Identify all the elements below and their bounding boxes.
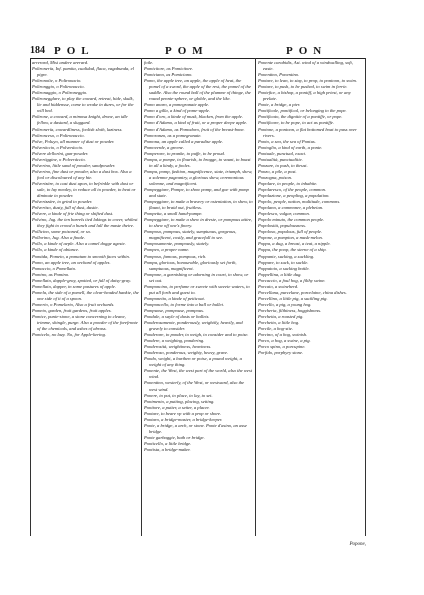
dictionary-entry: Popolano, a commoner, a plebeian.: [258, 205, 324, 211]
dictionary-entry: Ponente carabidis, Ast. wind of a windwalling, soft, easie.: [258, 60, 353, 72]
column-rule: [30, 58, 31, 536]
dictionary-entry: Ponzare, to push, to thrust.: [258, 162, 308, 168]
dictionary-entry: Pompeggiare, Pompe, to show pomp, and goe with pomp and state.: [144, 186, 249, 199]
dictionary-entry: Polveráccio, o Polveráccio.: [32, 144, 84, 150]
column-rule: [141, 58, 142, 536]
dictionary-entry: Polveróggine, o Polveráccio.: [32, 156, 86, 162]
dictionary-entry: Ponte, a bridge, a pier.: [258, 102, 301, 108]
dictionary-entry: Pontone, a pontoon, a flat bottomed boat to pass over rivers.: [258, 126, 357, 138]
dictionary-entry: Pomposo, pompous, stately, sumptuous, gorgeous, magnificent, costly, and gracefull to see.: [144, 229, 237, 241]
dictionary-entry: Poltronería, cowardliness, foolish sloth, laziness.: [32, 126, 123, 132]
dictionary-entry: Pomino, as Pomino.: [32, 271, 70, 277]
dictionary-entry: Pondo, weight, a burthen or poise, a pound weight, a weight of any thing.: [144, 356, 242, 368]
dictionary-entry: Pomela, the side of a pomell, the clear-headed hankie, the one side of it of a spoon.: [32, 289, 139, 301]
dictionary-entry: Pomellato, dapple-gray, spotted, or full of daisy-gray.: [32, 277, 132, 283]
dictionary-entry: Pontaro, a bridge-master, a bridge-keeper.: [144, 416, 223, 422]
dictionary-entry: Pollorino, Jug. Also a finale.: [32, 235, 86, 241]
dictionary-entry: Ponte garbaggie, bath or bridge.: [144, 434, 205, 440]
dictionary-entry: Ponimento, a putting, placing, setting.: [144, 398, 215, 404]
dictionary-entry: Poppare, to suck, to suckle.: [258, 259, 309, 265]
dictionary-entry: Pollicino, some poisoned, or so.: [32, 229, 92, 235]
dictionary-entry: Popolare, to people, to inhabite.: [258, 180, 318, 186]
dictionary-entry: Poppa, a dug, a breast, a teat, a nipple.: [258, 241, 331, 247]
dictionary-entry: Poltronggio, o Poltronaccio.: [32, 84, 85, 90]
dictionary-entry: Pompeggiare, to make a bravery or ostentation, to shew, to flaunt, to braid out, fruitless.: [144, 199, 253, 211]
dictionary-entry: Porcello, a pig, a young hog.: [258, 301, 312, 307]
dictionary-entry: Pontare, to lean, to stay, to prop, to pontoon, to swim.: [258, 78, 357, 84]
dictionary-entry: Pomponetto, a kinde of petticoat.: [144, 295, 205, 301]
dictionary-entry: Polvere, a kinde of frie thing or shifted dust.: [32, 211, 114, 217]
dictionary-entry: Porcino, of a hog, swinish.: [258, 332, 308, 338]
dictionary-entry: Poltronería, Inf. pamita, cualidad, flaca, vagabunda, el pigre.: [32, 66, 134, 78]
dictionary-entry: Popolaresco, of the people, common.: [258, 186, 327, 192]
dictionary-entry: Pomona, an apple called a paradise apple.: [144, 138, 224, 144]
dictionary-entry: Porcile, a hog-stie.: [258, 326, 294, 332]
dictionary-entry: Porcaccio, a foul hog, a filthy swine.: [258, 277, 326, 283]
dictionary-entry: Ponderare, to ponder, to weigh, to consider and to poise.: [144, 332, 249, 338]
dictionary-entry: Poppante, sucking, a suckling.: [258, 253, 315, 259]
dictionary-entry: Pomaccio, o Pomellato.: [32, 265, 77, 271]
column-rule: [365, 58, 366, 536]
dictionary-entry: Pompetta, a small hand-pumpe.: [144, 211, 203, 217]
dictionary-entry: Porcheria, filthiness, hoggishness.: [258, 307, 322, 313]
dictionary-entry: Ponente, the West, the west part of the world, also the west wind.: [144, 368, 253, 380]
dictionary-entry: Pompone, a garnishing or adorning in court, to show, or set out.: [144, 271, 249, 283]
catchword: Popone,: [349, 542, 366, 547]
dictionary-entry: Ponte, a bridge, a arch, or stone. Ponte d'asino, an asse bridge.: [144, 422, 248, 434]
dictionary-entry: Pondere, a weighing, pondering.: [144, 338, 205, 344]
dictionary-entry: Pomerio, o Pomelario, Also a fruit orchards.: [32, 301, 115, 307]
dictionary-entry: Pontificale, pontifical, or belonging to the pope.: [258, 108, 347, 114]
dictionary-entry: Polverizzáre, to grind to powder.: [32, 199, 93, 205]
dictionary-entry: arrerard, Misi andere arerard.: [32, 60, 89, 65]
dictionary-entry: Polveróso, dusty, full of dust, dustie.: [32, 205, 99, 211]
header-rule: [30, 58, 366, 59]
dictionary-entry: Pontificato, the dignitie of a pontiffe, or pope.: [258, 114, 343, 120]
page-number: 184: [30, 45, 45, 56]
dictionary-entry: Porchetta, a roasted pig.: [258, 313, 304, 319]
dictionary-entry: Ponto, a sea, the sea of Pontus.: [258, 138, 316, 144]
dictionary-entry: Poppatoio, a sucking bottle.: [258, 265, 310, 271]
dictionary-entry: Popolesco, vulgar, common.: [258, 211, 310, 217]
dictionary-entry: Popolazione, a peopling, a population.: [258, 193, 330, 199]
dictionary-entry: Poppellina, a little dug.: [258, 271, 302, 277]
dictionary-entry: Pomice, punie-stone, a stone concerning to cleane, trimme, shingle, purge. Also a powder of the forefronte of the chemicals, and ashes of abrass.: [32, 313, 138, 332]
dictionary-entry: Popolo minuto, the common people.: [258, 217, 325, 223]
dictionary-entry: Polverino, fine dust or powder, also a dust box. Also a fool or discoloured of any hie.: [32, 168, 132, 180]
dictionary-entry: Porco spino, a porcupine.: [258, 344, 306, 350]
dictionary-entry: Pontare, to beare vp with a prop or shore.: [144, 410, 222, 416]
dictionary-entry: Pomperare, to pranke, to puffe, to be proud.: [144, 150, 225, 156]
dictionary-entry: Pomo a gilla, a kind of pome-apple.: [144, 108, 211, 114]
dictionary-entry: Popoloso, populous, full of people.: [258, 229, 323, 235]
dictionary-entry: Pomellato, dapper, in some pastures of apple.: [32, 283, 116, 289]
dictionary-entry: Polve, Poluyo, all manner of dust or powder.: [32, 138, 115, 144]
headword-middle: POM: [165, 45, 209, 57]
dictionary-entry: Porcellino, a little pig, a suckling pig.: [258, 295, 328, 301]
dictionary-entry: Pomo anaro, a pomegranate apple.: [144, 102, 210, 108]
dictionary-entry: Pompeggiare, to make a shew in dreste, or pompous attire, to shew off one's finery.: [144, 217, 253, 229]
column-right: [258, 60, 363, 534]
dictionary-entry: Ponderoso, ponderous, weighty, heavy, grave.: [144, 350, 229, 356]
dictionary-entry: Pomo, an apple tree, an orchard of apples.: [32, 259, 111, 265]
dictionary-entry: Polverizáre, to cast dust upon, to befrinkle with dust or sale, to lay mealey, to reduce all to powder, to beat or diminute to powder.: [32, 180, 136, 199]
dictionary-entry: Poltronegglare, to play the coward, retreat, hide, skulk, lie and hiddensse, come to wrake in dures, or for the will bed.: [32, 96, 134, 114]
dictionary-entry: Pomo d'Adamo, a kind of fruit, or a proper deepe apple.: [144, 120, 248, 126]
column-middle: [144, 60, 253, 534]
dictionary-entry: Pontista, a bridge-maker.: [144, 447, 191, 452]
dictionary-entry: Pontare, to push, to be pushed, to swim in ferrie.: [258, 84, 348, 90]
dictionary-entry: Pondale, a sayle of dusts or ballets.: [144, 313, 210, 319]
column-left: [32, 60, 139, 534]
dictionary-entry: Ponticello, a little bridge.: [144, 440, 192, 446]
dictionary-entry: Pomposo, famous, pompous, rich.: [144, 253, 207, 259]
dictionary-entry: Ponzo, a pile, a post.: [258, 168, 297, 174]
dictionary-entry: Polvere delloríni, gun-powder.: [32, 150, 89, 156]
dictionary-entry: Popone, a pompion, a musk-melon.: [258, 235, 323, 241]
dictionary-entry: Poppa, the poop, the sterne of a ship.: [258, 247, 327, 253]
dictionary-entry: Pontoglio, a kind of earth, a ponte.: [258, 144, 323, 150]
dictionary-entry: Porfido, porphyry stone.: [258, 350, 304, 356]
dictionary-entry: Pollo, a kinde of abiance.: [32, 247, 80, 253]
dictionary-entry: Poltronceso, o Poltronaccio.: [32, 132, 85, 138]
dictionary-entry: Pomáda, Pometo, a pomatum to smooth faces within.: [32, 253, 130, 259]
headword-left: POL: [54, 45, 95, 57]
dictionary-entry: Pompa, pomp, fashion, magnificence, state, triumph, shew, a solemne pageantry, a glorious shew, ceremonious solemne, and magnificent.: [144, 168, 253, 186]
dictionary-entry: Pontualità, punctualitie.: [258, 156, 303, 162]
dictionary-entry: Pomo d'oro, a kinde of musk, blacken, from the apple.: [144, 114, 244, 120]
dictionary-entry: Ponzogna, poison.: [258, 174, 293, 180]
dictionary-entry: Pomoranzo, as a pomegranate.: [144, 132, 202, 138]
dictionary-entry: Poltrone, a coward, a mimosa knight, drone, an idle fellow, a dastard, a sluggard.: [32, 114, 128, 126]
dictionary-entry: foile.: [144, 60, 154, 65]
dictionary-entry: Pomo d'Adamo, as Pomodoro, fruit of the breast-bone.: [144, 126, 245, 132]
dictionary-entry: Polverino, little sand of powder, sandpowder.: [32, 162, 116, 168]
dictionary-entry: Ponitore, a putter, a setter, a placer.: [144, 404, 210, 410]
page-sheet: [30, 44, 366, 550]
dictionary-entry: Porchetto, a little hog.: [258, 320, 300, 326]
dictionary-entry: Ponderosamente, ponderously, weightily, heavily, and gravely to consider.: [144, 320, 243, 332]
column-rule: [255, 58, 256, 536]
dictionary-entry: Poltronoíte, o Poltronacio.: [32, 78, 82, 84]
dictionary-entry: Pomicelo, no lazy. No, for Apple-kering.: [32, 332, 107, 338]
dictionary-entry: Pompeo, a proper name.: [144, 247, 190, 253]
headword-right: PON: [286, 45, 328, 57]
dictionary-entry: Pompa, glorious, honourable, gloriously set forth, sumptuous, magnificent.: [144, 259, 237, 271]
dictionary-entry: Ponere, to put, to place, to lay, to set.: [144, 392, 213, 398]
dictionary-entry: Popolo, people, nation, multitude, commons.: [258, 199, 341, 205]
running-header: [30, 44, 366, 58]
dictionary-entry: Ponentino, Ponentino.: [258, 72, 300, 78]
dictionary-entry: Porcaio, a swineherd.: [258, 283, 299, 289]
dictionary-entry: Polvino, Jug. the ten barrels tied lakings to cover, whilest they fight to crowd a hunch and lall the maste theire.: [32, 217, 138, 229]
dictionary-entry: Poltronaggio, o Poltroneggio.: [32, 90, 88, 96]
dictionary-entry: Pomposamente, pompously, stately.: [144, 241, 210, 247]
dictionary-entry: Pomo, the apple tree, an apple, the apple of heat, the pomel of a sword, the apple of the rest, the pomel of the saddle. Also the round ball of the plumme of thinge, the round pennie-sphere, or globle, and the like.: [144, 78, 251, 102]
dictionary-entry: Ponentino, westerly, of the West, or westward, also the west wind.: [144, 380, 245, 392]
dictionary-entry: Pontefice, a bishop, a pontiff, a high priest, or any prelate.: [258, 90, 351, 102]
dictionary-entry: Pontificare, to be pope, to act as pontiffe.: [258, 120, 335, 126]
dictionary-entry: Porco, a hog, a swine, a pig.: [258, 338, 311, 344]
dictionary-entry: Pompa, a pompe, to flourish, to bragge, to vaunt, to boast in all a kindy, a fooles.: [144, 156, 251, 168]
dictionary-entry: Pontuale, punctual, exact.: [258, 150, 307, 156]
dictionary-entry: Pomiciano, as Pomiciano.: [144, 72, 193, 78]
dictionary-entry: Pompuose, pompouse, pompous.: [144, 307, 205, 313]
dictionary-entry: Pomponcello, to forme into a ball or bullet.: [144, 301, 225, 307]
dictionary-entry: Pomponcino, to perfume or sweete with sweete waters, to put all forth and guest to.: [144, 283, 250, 295]
dictionary-entry: Pollo, a kinde of aeple. Also a camel dogge ageste.: [32, 241, 126, 247]
dictionary-entry: Pomoverde, a greene.: [144, 144, 184, 150]
dictionary-entry: Popolosità, populousness.: [258, 223, 307, 229]
dictionary-entry: Porcellana, purcelane, porcelaine, china dishes.: [258, 289, 347, 295]
dictionary-entry: Pometo, garden, fruit gardens, fruit apples.: [32, 307, 112, 313]
dictionary-entry: Ponderosità, weightiness, heaviness.: [144, 344, 212, 350]
dictionary-entry: Pomicitore, as Pomicitore.: [144, 66, 194, 72]
